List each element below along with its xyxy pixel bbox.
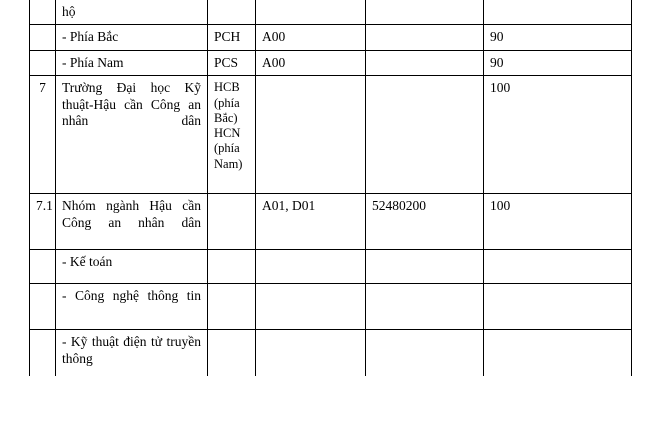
cell-no [30,250,56,284]
cell-quantity [484,330,632,376]
cell-block [256,0,366,25]
cell-block [256,330,366,376]
cell-block [256,284,366,330]
cell-no [30,330,56,376]
cell-number [366,0,484,25]
cell-code [208,330,256,376]
cell-no [30,0,56,25]
cell-name: hộ [56,0,208,25]
cell-quantity: 90 [484,50,632,75]
cell-code: PCS [208,50,256,75]
cell-code [208,76,256,194]
cell-code [208,194,256,250]
cell-quantity [484,0,632,25]
cell-quantity: 90 [484,25,632,50]
table-row [30,0,632,25]
cell-name: - Công nghệ thông tin [56,284,208,330]
cell-quantity [484,250,632,284]
cell-block [256,76,366,194]
code-line: Bắc) [214,110,238,125]
cell-block [256,250,366,284]
cell-name: - Kế toán [56,250,208,284]
cell-number [366,330,484,376]
cell-block: A00 [256,50,366,75]
cell-no [30,284,56,330]
cell-name: - Kỹ thuật điện tử truyền thông [56,330,208,376]
cell-number [366,76,484,194]
table-row [30,76,632,194]
cell-no: 7 [30,76,56,194]
cell-name: Nhóm ngành Hậu cần Công an nhân dân [56,194,208,250]
cell-no [30,25,56,50]
cell-code [208,250,256,284]
cell-number [366,50,484,75]
code-line: (phía [214,141,240,156]
cell-quantity: 100 [484,76,632,194]
cell-number [366,250,484,284]
cell-number [366,284,484,330]
cell-no [30,50,56,75]
cell-number: 52480200 [366,194,484,250]
cell-quantity [484,284,632,330]
cell-code [208,0,256,25]
cell-no: 7.1 [30,194,56,250]
cell-name: - Phía Bắc [56,25,208,50]
code-line: (phía [214,95,240,110]
table-row [30,25,632,50]
code-line: HCN [214,126,241,141]
cell-number [366,25,484,50]
table-row [30,284,632,330]
code-line: Nam) [214,156,243,171]
cell-name: - Phía Nam [56,50,208,75]
cell-code [208,284,256,330]
table-row [30,194,632,250]
cell-block: A01, D01 [256,194,366,250]
table-row [30,50,632,75]
table-row [30,330,632,376]
cell-name: Trường Đại học Kỹ thuật-Hậu cần Công an nhân dân [56,76,208,194]
cell-quantity: 100 [484,194,632,250]
admissions-table [29,0,632,376]
cell-block: A00 [256,25,366,50]
table-row [30,250,632,284]
code-line: HCB [214,80,240,95]
cell-code: PCH [208,25,256,50]
